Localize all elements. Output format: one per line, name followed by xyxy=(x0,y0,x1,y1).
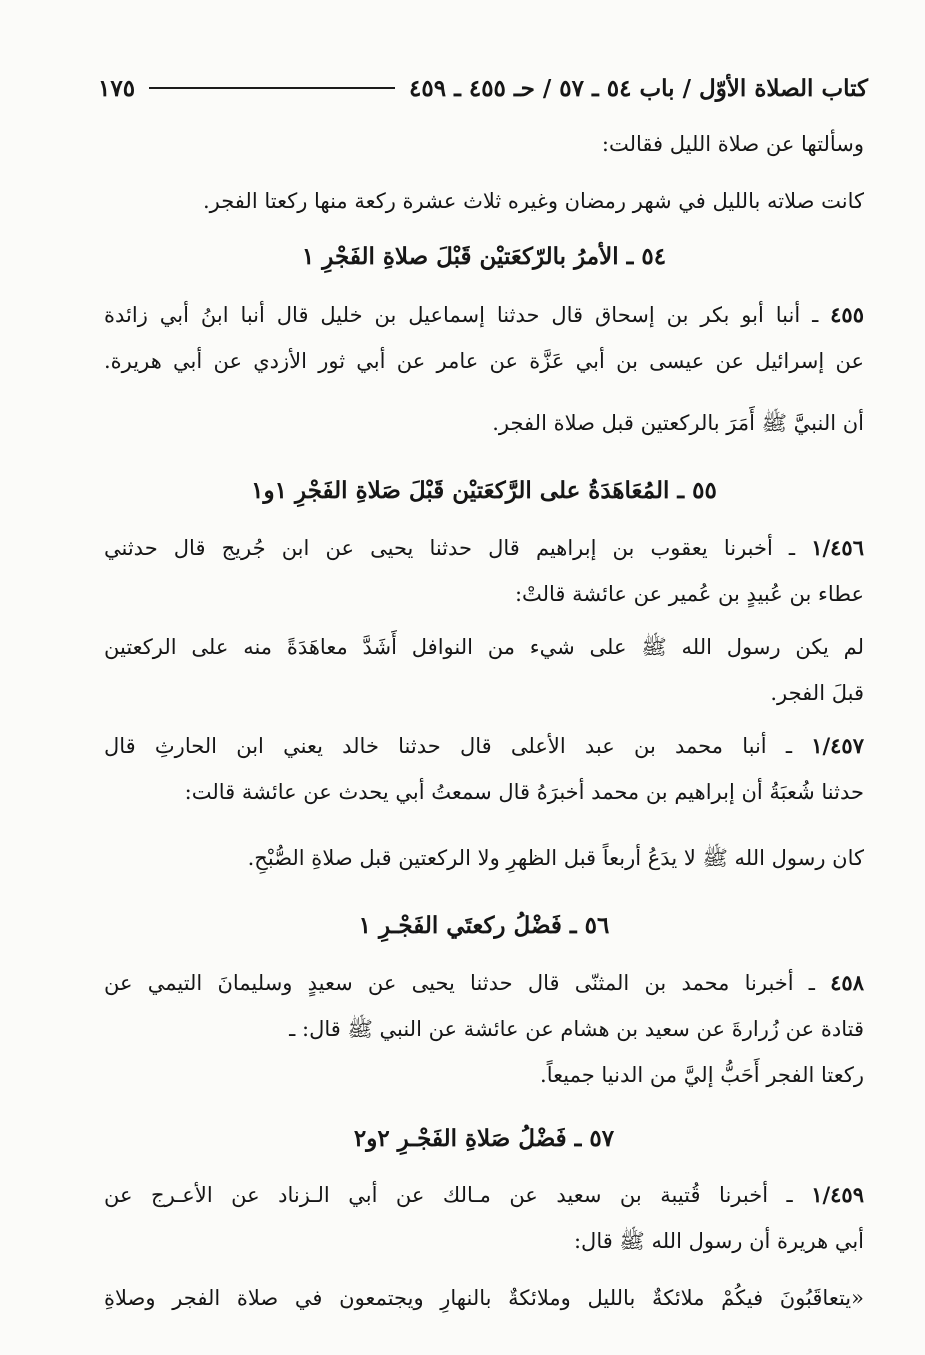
text-line: حدثنا شُعبَةُ أن إبراهيم بن محمد أخبرَهُ قال سمعتُ أبي يحدث عن عائشة قالت: xyxy=(184,780,864,804)
hadith-number: ٤٥٨ xyxy=(830,970,864,995)
chapter-heading-54: ٥٤ ـ الأمرُ بالرّكعَتيْن قَبْلَ صلاةِ الفَجْرِ ١ xyxy=(301,243,667,270)
chapter-heading-56: ٥٦ ـ فَضْلُ ركعتَي الفَجْـرِ ١ xyxy=(358,912,610,939)
text-line: قبلَ الفجر. xyxy=(770,681,864,705)
text-line: وسألتها عن صلاة الليل فقالت: xyxy=(601,132,864,156)
text-line: عطاء بن عُبيدٍ بن عُمير عن عائشة قالتْ: xyxy=(514,582,864,606)
text-line: كانت صلاته بالليل في شهر رمضان وغيره ثلاث عشرة ركعة منها ركعتا الفجر. xyxy=(202,189,864,213)
text-line: عن إسرائيل عن عيسى بن أبي عَزَّة عن عامر عن أبي ثور الأزدي عن أبي هريرة. xyxy=(104,349,865,373)
chapter-heading-57: ٥٧ ـ فَضْلُ صَلاةِ الفَجْـرِ ٢و٢ xyxy=(353,1125,615,1152)
page-header xyxy=(98,68,868,108)
hadith-457-line xyxy=(104,723,864,769)
hadith-text: ـ أخبرنا يعقوب بن إبراهيم قال حدثنا يحيى عن ابن جُريج قال حدثني xyxy=(104,536,812,560)
hadith-matn: «يتعاقَبُونَ فيكُمْ ملائكةٌ بالليل وملائكةٌ بالنهارِ ويجتمعون في صلاة الفجر وصلاةِ xyxy=(104,1286,864,1310)
hadith-456-line xyxy=(104,525,864,571)
hadith-number: ١/٤٥٧ xyxy=(811,733,864,758)
hadith-number: ١/٤٥٦ xyxy=(811,535,864,560)
hadith-matn: ركعتا الفجر أَحَبُّ إليَّ من الدنيا جميعاً. xyxy=(540,1063,864,1087)
hadith-text: ـ أنبا أبو بكر بن إسحاق قال حدثنا إسماعيل بن خليل قال أنبا ابنُ أبي زائدة xyxy=(104,303,831,327)
running-title: كتاب الصلاة الأوّل / باب ٥٤ ـ ٥٧ / حـ ٤٥٥ ـ ٤٥٩ xyxy=(409,74,868,102)
text-line: قتادة عن زُرارةَ عن سعيد بن هشام عن عائشة عن النبي ﷺ قال: ـ xyxy=(289,1017,864,1041)
text-line: أبي هريرة أن رسول الله ﷺ قال: xyxy=(573,1229,864,1253)
hadith-458-line xyxy=(104,960,864,1006)
hadith-number: ١/٤٥٩ xyxy=(811,1182,864,1207)
page-number: ١٧٥ xyxy=(98,74,136,102)
hadith-459-line xyxy=(104,1172,864,1218)
chapter-heading-55: ٥٥ ـ المُعَاهَدَةُ على الرَّكعَتيْن قَبْلَ صَلاةِ الفَجْرِ ١و١ xyxy=(251,477,717,504)
hadith-matn: أن النبيَّ ﷺ أَمَرَ بالركعتين قبل صلاة الفجر. xyxy=(492,411,864,435)
hadith-matn: كان رسول الله ﷺ لا يدَعُ أربعاً قبل الظهرِ ولا الركعتين قبل صلاةِ الصُّبْحِ. xyxy=(247,846,864,870)
hadith-matn: لم يكن رسول الله ﷺ على شيء من النوافل أَشَدَّ معاهَدَةً منه على الركعتين xyxy=(104,635,864,659)
hadith-text: ـ أخبرنا قُتيبة بن سعيد عن مـالك عن أبي الـزناد عن الأعـرج عن xyxy=(104,1183,812,1207)
header-rule xyxy=(149,87,395,89)
hadith-text: ـ أنبا محمد بن عبد الأعلى قال حدثنا خالد يعني ابن الحارثِ قال xyxy=(104,734,812,758)
hadith-455-line xyxy=(104,292,864,338)
hadith-number: ٤٥٥ xyxy=(830,302,864,327)
hadith-text: ـ أخبرنا محمد بن المثنّى قال حدثنا يحيى عن سعيدٍ وسليمانَ التيمي عن xyxy=(104,971,831,995)
